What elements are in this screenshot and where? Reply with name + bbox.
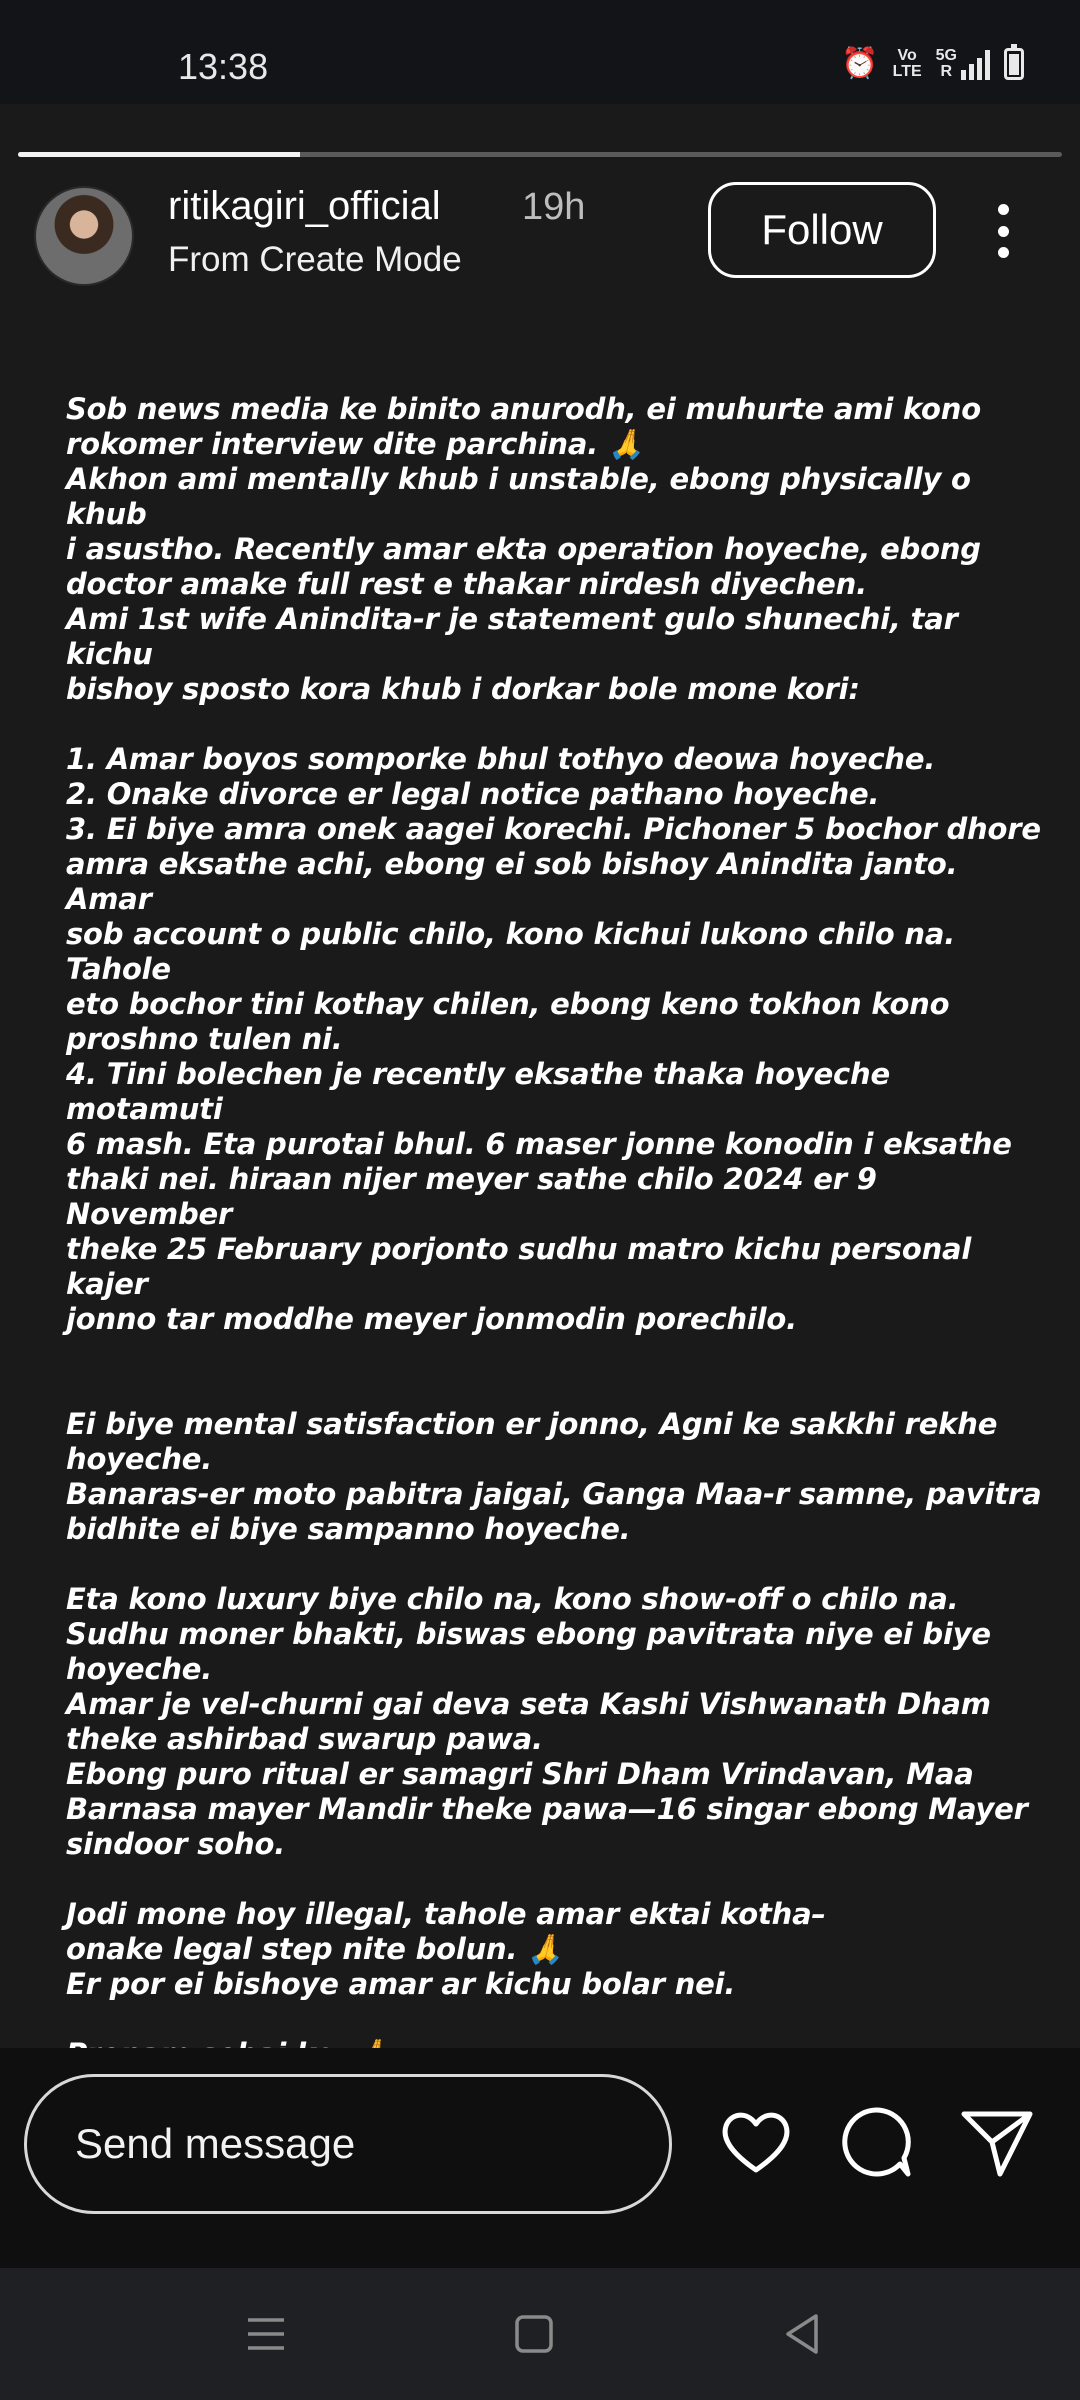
text-line: proshno tulen ni. (66, 1022, 343, 1056)
volte-label-top: Vo (897, 47, 917, 64)
text-line: bishoy sposto kora khub i dorkar bole mone kori: (66, 672, 860, 706)
volte-label-bottom: LTE (892, 63, 922, 80)
text-line: 6 mash. Eta purotai bhul. 6 maser jonne konodin i eksathe (66, 1127, 1012, 1161)
text-line: Eta kono luxury biye chilo na, kono show-off o chilo na. (66, 1582, 959, 1616)
status-bar (0, 0, 1080, 104)
heart-icon[interactable] (716, 2102, 796, 2182)
status-icons (841, 46, 1024, 82)
alarm-icon: ⏰ (841, 47, 879, 80)
text-line: 1. Amar boyos somporke bhul tothyo deowa hoyeche. (66, 742, 936, 776)
text-line: eto bochor tini kothay chilen, ebong keno tokhon kono (66, 987, 950, 1021)
home-icon[interactable] (508, 2308, 560, 2360)
text-line: doctor amake full rest e thakar nirdesh diyechen. (66, 567, 867, 601)
story-text (66, 392, 1046, 2072)
story-progress-bar (18, 152, 1062, 157)
back-icon[interactable] (776, 2308, 828, 2360)
text-line: 2. Onake divorce er legal notice pathano hoyeche. (66, 777, 880, 811)
text-line: Jodi mone hoy illegal, tahole amar ektai kotha– (66, 1897, 826, 1931)
text-line: Akhon ami mentally khub i unstable, ebong physically o khub (66, 462, 971, 531)
username[interactable]: ritikagiri_official (168, 184, 441, 228)
text-line: Sob news media ke binito anurodh, ei muhurte ami kono (66, 392, 981, 426)
text-line: Er por ei bishoye amar ar kichu bolar nei. (66, 1967, 736, 2001)
more-options-icon[interactable] (996, 204, 1010, 258)
battery-icon (1004, 48, 1024, 80)
signal-sub: R (940, 63, 953, 80)
text-line: Ebong puro ritual er samagri Shri Dham Vrindavan, Maa (66, 1757, 974, 1791)
volte-icon (893, 48, 922, 80)
text-line: Banaras-er moto pabitra jaigai, Ganga Maa-r samne, pavitra (66, 1477, 1042, 1511)
status-time: 13:38 (178, 46, 269, 87)
avatar[interactable] (36, 188, 132, 284)
menu-icon[interactable] (240, 2308, 292, 2360)
text-line: hoyeche. (66, 1652, 213, 1686)
time-ago: 19h (522, 186, 586, 228)
share-icon[interactable] (956, 2102, 1036, 2182)
text-line: sindoor soho. (66, 1827, 286, 1861)
follow-button[interactable]: Follow (708, 182, 936, 278)
text-line: 4. Tini bolechen je recently eksathe thaka hoyeche motamuti (66, 1057, 890, 1126)
text-line: Ami 1st wife Anindita-r je statement gulo shunechi, tar kichu (66, 602, 958, 671)
comment-icon[interactable] (836, 2102, 916, 2182)
text-line: bidhite ei biye sampanno hoyeche. (66, 1512, 631, 1546)
story-subtitle: From Create Mode (168, 240, 462, 279)
text-line: 3. Ei biye amra onek aagei korechi. Pichoner 5 bochor dhore (66, 812, 1041, 846)
text-line: onake legal step nite bolun. 🙏 (66, 1932, 564, 1966)
text-line: rokomer interview dite parchina. 🙏 (66, 427, 644, 461)
story-progress-fill (18, 152, 300, 157)
text-line: Barnasa mayer Mandir theke pawa—16 singar ebong Mayer (66, 1792, 1028, 1826)
text-line: Ei biye mental satisfaction er jonno, Agni ke sakkhi rekhe (66, 1407, 998, 1441)
text-line: thaki nei. hiraan nijer meyer sathe chilo 2024 er 9 November (66, 1162, 877, 1231)
5g-signal-icon (936, 48, 990, 80)
text-line: sob account o public chilo, kono kichui lukono chilo na. Tahole (66, 917, 956, 986)
text-line: theke 25 February porjonto sudhu matro kichu personal kajer (66, 1232, 972, 1301)
text-line: theke ashirbad swarup pawa. (66, 1722, 543, 1756)
text-line: i asustho. Recently amar ekta operation hoyeche, ebong (66, 532, 981, 566)
text-line: Sudhu moner bhakti, biswas ebong pavitrata niye ei biye (66, 1617, 991, 1651)
system-nav-bar (0, 2268, 1080, 2400)
text-line: jonno tar moddhe meyer jonmodin porechilo. (66, 1302, 797, 1336)
text-line: hoyeche. (66, 1442, 213, 1476)
text-line: amra eksathe achi, ebong ei sob bishoy Anindita janto. Amar (66, 847, 958, 916)
signal-bars (961, 50, 990, 80)
text-line: Amar je vel-churni gai deva seta Kashi Vishwanath Dham (66, 1687, 991, 1721)
signal-label: 5G (935, 47, 957, 64)
reply-bar (0, 2048, 1080, 2268)
send-message-input[interactable]: Send message (24, 2074, 672, 2214)
story-view[interactable] (0, 104, 1080, 2048)
